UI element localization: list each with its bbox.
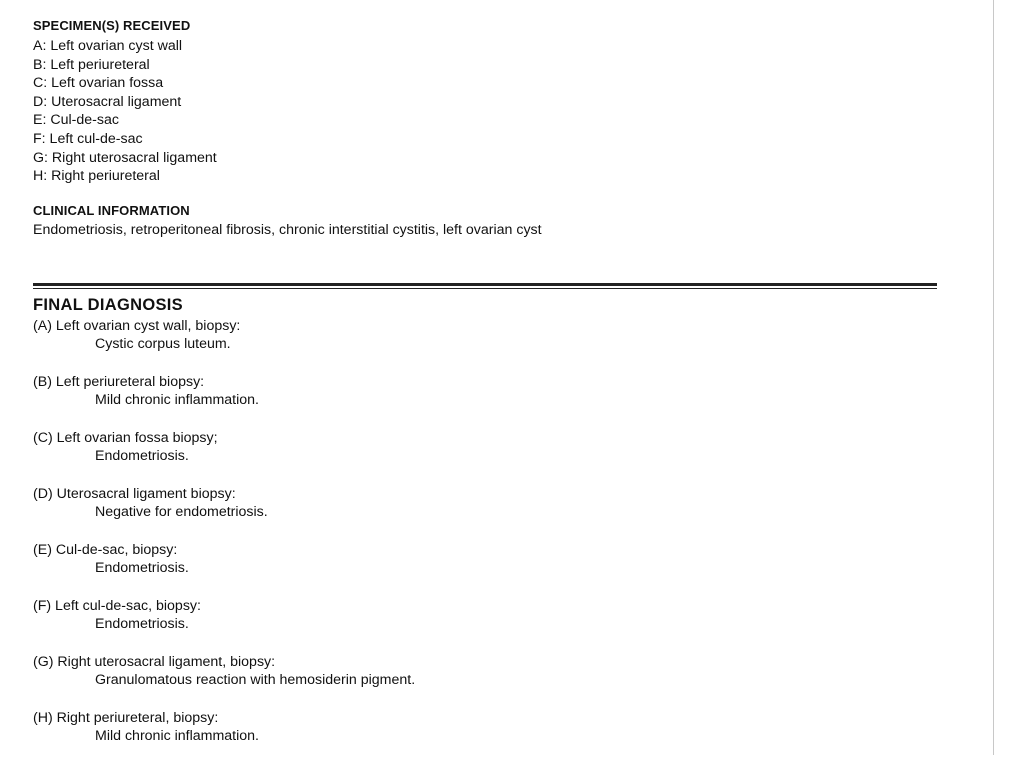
diagnosis-specimen-title: (H) Right periureteral, biopsy: <box>33 710 219 726</box>
specimen-item-a: A: Left ovarian cyst wall <box>33 38 183 54</box>
clinical-information-text: Endometriosis, retroperitoneal fibrosis, chronic interstitial cystitis, left ovarian cyst <box>33 222 542 238</box>
specimen-item-c: C: Left ovarian fossa <box>33 75 164 92</box>
diagnosis-item <box>33 597 415 653</box>
diagnosis-item <box>33 653 415 709</box>
final-diagnosis-heading: FINAL DIAGNOSIS <box>33 296 183 314</box>
diagnosis-result: Endometriosis. <box>95 448 189 464</box>
diagnosis-specimen-title: (B) Left periureteral biopsy: <box>33 374 205 390</box>
diagnosis-item <box>33 709 415 765</box>
diagnosis-specimen-title: (G) Right uterosacral ligament, biopsy: <box>33 654 276 670</box>
diagnosis-item <box>33 541 415 597</box>
specimen-item-g: G: Right uterosacral ligament <box>33 149 217 166</box>
diagnosis-specimen-title: (A) Left ovarian cyst wall, biopsy: <box>33 318 241 334</box>
specimen-item-e: E: Cul-de-sac <box>33 112 119 129</box>
clinical-information-heading: CLINICAL INFORMATION <box>33 203 190 218</box>
section-divider <box>33 283 937 289</box>
diagnosis-specimen-title: (D) Uterosacral ligament biopsy: <box>33 486 236 502</box>
diagnosis-item <box>33 373 415 429</box>
diagnosis-result: Negative for endometriosis. <box>95 504 268 520</box>
diagnosis-specimen-title: (C) Left ovarian fossa biopsy; <box>33 430 218 446</box>
diagnosis-item <box>33 429 415 485</box>
specimen-item-f: F: Left cul-de-sac <box>33 130 143 147</box>
diagnosis-item <box>33 485 415 541</box>
diagnosis-specimen-title: (F) Left cul-de-sac, biopsy: <box>33 598 201 614</box>
diagnosis-result: Mild chronic inflammation. <box>95 728 260 744</box>
specimen-list <box>33 37 217 186</box>
diagnosis-list <box>33 317 415 765</box>
diagnosis-result: Granulomatous reaction with hemosiderin pigment. <box>95 672 416 688</box>
specimen-item-d: D: Uterosacral ligament <box>33 93 182 110</box>
diagnosis-specimen-title: (E) Cul-de-sac, biopsy: <box>33 542 178 558</box>
diagnosis-result: Mild chronic inflammation. <box>95 392 260 408</box>
specimens-heading: SPECIMEN(S) RECEIVED <box>33 18 191 33</box>
page-edge-divider <box>993 0 994 755</box>
diagnosis-result: Cystic corpus luteum. <box>95 336 231 352</box>
diagnosis-item <box>33 317 415 373</box>
diagnosis-result: Endometriosis. <box>95 616 189 632</box>
specimen-item-b: B: Left periureteral <box>33 56 150 73</box>
specimen-item-h: H: Right periureteral <box>33 168 160 185</box>
diagnosis-result: Endometriosis. <box>95 560 189 576</box>
